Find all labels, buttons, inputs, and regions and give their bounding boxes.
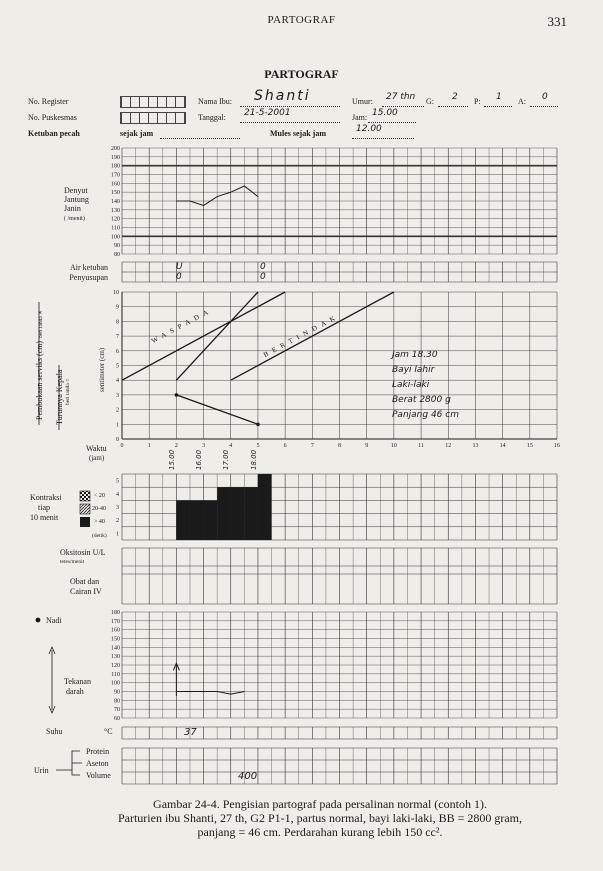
no-register-label: No. Register: [28, 97, 69, 106]
time-axis-tick-label: 15: [526, 443, 533, 449]
suhu-unit-label: °C: [104, 727, 113, 736]
tekanan-label-1: Tekanan: [64, 677, 91, 686]
kontraksi-bar: [231, 487, 245, 540]
kontraksi-bar: [190, 500, 204, 540]
penyusupan-label: Penyusupan: [69, 273, 108, 282]
birth-note-line-4: Berat 2800 g: [392, 395, 451, 405]
p-value: 1: [496, 92, 502, 102]
time-tick-2: 16.00: [195, 449, 203, 470]
time-axis-tick-label: 7: [310, 443, 314, 449]
time-axis-tick-label: 9: [365, 443, 369, 449]
kontraksi-legend-1: < 20: [94, 493, 105, 499]
cervix-tick-label: 9: [116, 304, 119, 311]
fhr-tick-label: 200: [111, 146, 120, 152]
kontraksi-label-3: 10 menit: [30, 513, 59, 522]
denyut-label-2: Jantung: [64, 195, 89, 204]
cervix-tick-label: 7: [116, 334, 119, 341]
kontraksi-legend-3: > 40: [94, 519, 105, 525]
bp-tick-label: 180: [111, 610, 120, 616]
time-axis-tick-label: 8: [338, 443, 341, 449]
urin-aseton-label: Aseton: [86, 759, 109, 768]
urin-protein-label: Protein: [86, 747, 110, 756]
chart-grid: [111, 146, 560, 784]
bp-tick-label: 150: [111, 636, 120, 643]
legend-solid-swatch: [80, 517, 90, 527]
time-tick-3: 17.00: [222, 449, 230, 470]
birth-note-line-1: Jam 18.30: [392, 350, 438, 360]
caption-line-3: panjang = 46 cm. Perdarahan kurang lebih 150 cc².: [197, 825, 443, 839]
obat-label-2: Cairan IV: [70, 587, 102, 596]
time-axis-tick-label: 4: [229, 443, 233, 449]
turunnya-label: Turunnya Kepala: [55, 369, 64, 425]
fhr-tick-label: 150: [111, 190, 120, 197]
denyut-label-3: Janin: [64, 204, 81, 213]
bp-tick-label: 90: [114, 689, 120, 696]
fhr-tick-label: 110: [111, 225, 120, 232]
kontraksi-bar: [176, 500, 190, 540]
jam-unit-label: (jam): [89, 454, 105, 462]
kontraksi-tick-label: 1: [116, 531, 119, 538]
bertindak-label: BERTINDAK: [262, 312, 341, 360]
bp-tick-label: 100: [111, 680, 120, 687]
penyusupan-value-1: 0: [176, 272, 182, 282]
nadi-dot-icon: [36, 618, 40, 622]
urine-volume-value: 400: [238, 771, 258, 782]
fhr-tick-label: 100: [111, 234, 120, 241]
birth-note-line-3: Laki-laki: [392, 380, 430, 390]
kontraksi-bar: [244, 487, 258, 540]
urin-volume-label: Volume: [86, 771, 111, 780]
time-axis-tick-label: 14: [499, 443, 506, 449]
time-axis-tick-label: 2: [174, 443, 178, 449]
fhr-tick-label: 90: [114, 243, 120, 250]
sentimeter-label: sentimeter (cm): [98, 347, 106, 392]
umur-value: 27 thn: [386, 92, 416, 102]
jam-label: Jam:: [352, 113, 368, 122]
bp-tick-label: 80: [114, 698, 120, 705]
fhr-tick-label: 130: [111, 207, 120, 214]
g-value: 2: [452, 92, 458, 102]
pembukaan-label: Pembukaan serviks (cm): [35, 340, 44, 420]
fhr-tick-label: 180: [111, 163, 120, 170]
kontraksi-label-2: tiap: [38, 503, 50, 512]
waktu-label: Waktu: [86, 444, 107, 453]
suhu-label: Suhu: [46, 727, 63, 736]
a-value: 0: [542, 92, 548, 102]
p-label: P:: [474, 97, 481, 106]
bp-tick-label: 160: [111, 627, 120, 634]
jam-value: 15.00: [372, 108, 398, 118]
oksitosin-sub-label: tetes/menit: [60, 559, 85, 565]
bp-tick-label: 140: [111, 645, 120, 652]
figure-caption: [60, 797, 580, 839]
time-axis-tick-label: 10: [390, 443, 397, 449]
cervix-tick-label: 10: [113, 290, 119, 296]
cervix-tick-label: 0: [116, 437, 119, 443]
tanggal-value: 21-5-2001: [244, 108, 291, 118]
bp-tick-label: 110: [111, 671, 120, 678]
time-axis-tick-label: 13: [472, 443, 479, 449]
a-label: A:: [518, 97, 526, 106]
nama-ibu-label: Nama Ibu:: [198, 97, 232, 106]
mules-label: Mules sejak jam: [270, 129, 326, 138]
turunnya-note: beri tanda ○: [65, 378, 71, 405]
bp-line: [176, 692, 244, 695]
descent-point: [256, 423, 260, 427]
tanggal-label: Tanggal:: [198, 113, 226, 122]
kontraksi-tick-label: 2: [116, 518, 119, 525]
urin-bracket-icon: [56, 751, 82, 775]
time-axis-tick-label: 16: [554, 443, 560, 449]
obat-label-1: Obat dan: [70, 577, 100, 586]
kontraksi-label-1: Kontraksi: [30, 493, 62, 502]
time-axis-tick-label: 5: [256, 443, 260, 449]
cervix-tick-label: 3: [116, 392, 119, 399]
nama-ibu-value: Shanti: [254, 88, 311, 104]
bp-tick-label: 120: [111, 663, 120, 669]
tekanan-label-2: darah: [66, 687, 84, 696]
cervix-tick-label: 5: [116, 363, 119, 370]
waspada-label: WASPADA: [150, 305, 214, 346]
ketuban-pecah-label: Ketuban pecah: [28, 129, 80, 138]
bp-tick-label: 170: [111, 618, 120, 625]
time-axis-tick-label: 12: [445, 443, 452, 449]
oksitosin-label: Oksitosin U/L: [60, 548, 106, 557]
birth-note-line-5: Panjang 46 cm: [392, 410, 459, 420]
time-axis-tick-label: 3: [202, 443, 206, 449]
cervix-tick-label: 6: [116, 348, 119, 355]
time-axis-tick-label: 1: [147, 443, 151, 449]
kontraksi-legend-4: (detik): [92, 533, 107, 539]
urin-label: Urin: [34, 766, 49, 775]
fhr-tick-label: 170: [111, 172, 120, 179]
suhu-value: 37: [184, 727, 197, 738]
air-ketuban-value-2: 0: [260, 262, 266, 272]
air-ketuban-value-1: U: [176, 262, 183, 272]
descent-point: [175, 393, 179, 397]
denyut-label-4: ( /menit): [64, 216, 85, 222]
cervix-tick-label: 2: [116, 407, 119, 414]
birth-note-line-2: Bayi lahir: [392, 365, 435, 375]
kontraksi-tick-label: 3: [116, 505, 119, 511]
form-title: PARTOGRAF: [264, 67, 339, 81]
fhr-tick-label: 80: [114, 252, 120, 258]
kontraksi-bar: [204, 500, 218, 540]
running-title: PARTOGRAF: [267, 14, 336, 26]
legend-hatch-swatch: [80, 504, 90, 514]
air-ketuban-label: Air ketuban: [70, 263, 108, 272]
denyut-label-1: Denyut: [64, 186, 88, 195]
cervix-tick-label: 1: [116, 422, 119, 429]
no-puskesmas-label: No. Puskesmas: [28, 113, 77, 122]
page-number: 331: [547, 14, 567, 29]
fhr-tick-label: 120: [111, 216, 120, 223]
kontraksi-bar: [217, 487, 231, 540]
nadi-label: Nadi: [46, 616, 62, 625]
bp-tick-label: 60: [114, 716, 120, 722]
kontraksi-tick-label: 5: [116, 478, 119, 485]
umur-label: Umur:: [352, 97, 373, 106]
fhr-tick-label: 160: [111, 181, 120, 188]
bp-tick-label: 130: [111, 654, 120, 661]
penyusupan-value-2: 0: [260, 272, 266, 282]
cervix-tick-label: 4: [116, 378, 119, 385]
time-tick-1: 15.00: [168, 449, 176, 470]
cervix-tick-label: 8: [116, 319, 119, 326]
time-axis-tick-label: 0: [120, 443, 124, 449]
fhr-tick-label: 190: [111, 154, 120, 161]
fhr-tick-label: 140: [111, 199, 120, 205]
kontraksi-legend-2: 20-40: [92, 506, 106, 512]
time-axis-tick-label: 6: [283, 443, 287, 449]
kontraksi-tick-label: 4: [116, 491, 119, 498]
time-axis-tick-label: 11: [418, 443, 424, 449]
bp-tick-label: 70: [114, 707, 120, 714]
birth-note: [392, 348, 459, 423]
legend-checker-swatch: [80, 491, 90, 501]
pembukaan-note: beri tanda ✕: [38, 310, 44, 338]
kontraksi-bar: [258, 474, 272, 540]
caption-line-2: Parturien ibu Shanti, 27 th, G2 P1-1, partus normal, bayi laki-laki, BB = 2800 gram,: [117, 811, 523, 825]
sejak-jam-label: sejak jam: [120, 129, 154, 138]
time-tick-4: 18.00: [250, 449, 258, 470]
g-label: G:: [426, 97, 434, 106]
caption-line-1: Gambar 24-4. Pengisian partograf pada persalinan normal (contoh 1).: [153, 797, 487, 811]
mules-value: 12.00: [356, 124, 382, 134]
